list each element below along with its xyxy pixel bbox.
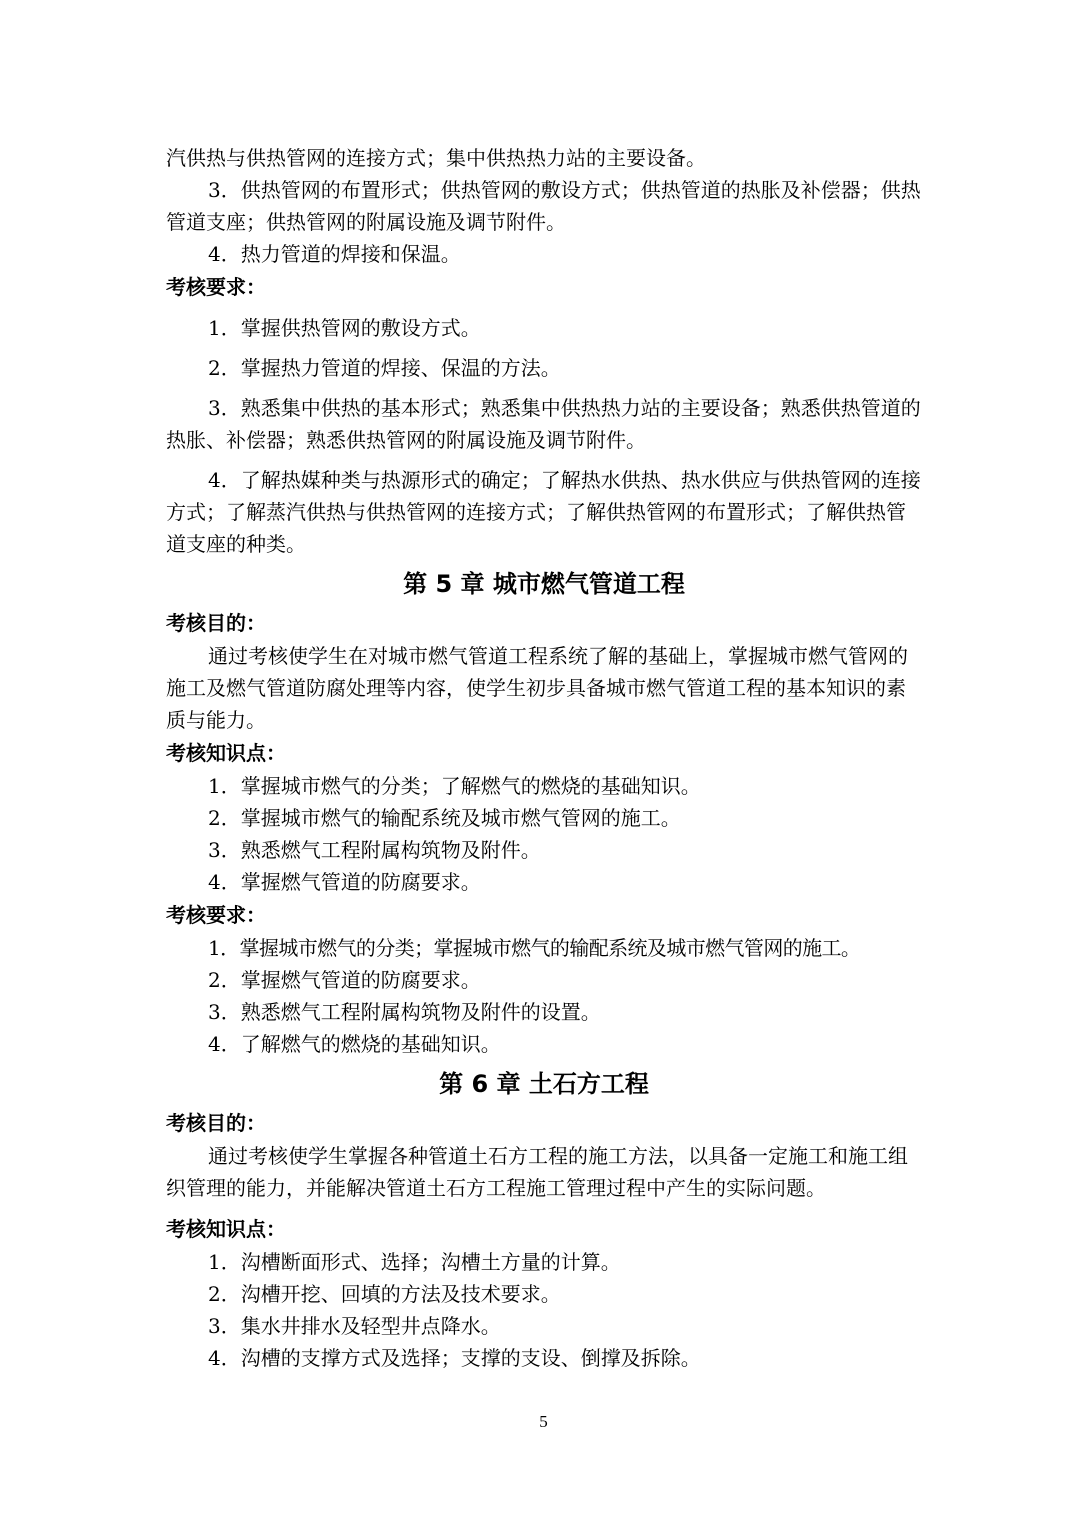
page-number: 5	[539, 1412, 548, 1431]
knowledge-item-3: 3．供热管网的布置形式；供热管网的敷设方式；供热管道的热胀及补偿器；供热管道支座；供热管网的附属设施及调节附件。	[166, 178, 921, 234]
requirement-item: 1．掌握城市燃气的分类；掌握城市燃气的输配系统及城市燃气管网的施工。	[208, 936, 861, 960]
requirement-item: 3．熟悉集中供热的基本形式；熟悉集中供热热力站的主要设备；熟悉供热管道的热胀、补偿器；熟悉供热管网的附属设施及调节附件。	[166, 396, 921, 452]
chapter-6-title: 第 6 章 土石方工程	[439, 1070, 649, 1098]
requirement-item: 2．掌握燃气管道的防腐要求。	[208, 968, 481, 992]
requirement-item: 1．掌握供热管网的敷设方式。	[208, 316, 481, 340]
section-heading-requirements: 考核要求：	[166, 903, 266, 927]
section-heading-knowledge: 考核知识点：	[166, 1217, 286, 1241]
knowledge-item-4: 4．热力管道的焊接和保温。	[208, 242, 461, 266]
knowledge-item: 2．沟槽开挖、回填的方法及技术要求。	[208, 1282, 561, 1306]
knowledge-item: 3．集水井排水及轻型井点降水。	[208, 1314, 501, 1338]
knowledge-item: 4．沟槽的支撑方式及选择；支撑的支设、倒撑及拆除。	[208, 1346, 701, 1370]
section-heading-goal: 考核目的：	[166, 611, 266, 635]
requirement-item: 4．了解热媒种类与热源形式的确定；了解热水供热、热水供应与供热管网的连接方式；了解蒸汽供热与供热管网的连接方式；了解供热管网的布置形式；了解供热管道支座的种类。	[166, 468, 921, 556]
continued-paragraph: 汽供热与供热管网的连接方式；集中供热热力站的主要设备。	[166, 146, 706, 170]
knowledge-item: 1．沟槽断面形式、选择；沟槽土方量的计算。	[208, 1250, 621, 1274]
section-heading-requirements: 考核要求：	[166, 275, 266, 299]
knowledge-item: 4．掌握燃气管道的防腐要求。	[208, 870, 481, 894]
requirement-item: 2．掌握热力管道的焊接、保温的方法。	[208, 356, 561, 380]
requirement-item: 4．了解燃气的燃烧的基础知识。	[208, 1032, 501, 1056]
knowledge-item: 3．熟悉燃气工程附属构筑物及附件。	[208, 838, 541, 862]
section-heading-knowledge: 考核知识点：	[166, 741, 286, 765]
requirement-item: 3．熟悉燃气工程附属构筑物及附件的设置。	[208, 1000, 601, 1024]
knowledge-item: 1．掌握城市燃气的分类；了解燃气的燃烧的基础知识。	[208, 774, 701, 798]
goal-paragraph: 通过考核使学生在对城市燃气管道工程系统了解的基础上，掌握城市燃气管网的施工及燃气管道防腐处理等内容，使学生初步具备城市燃气管道工程的基本知识的素质与能力。	[166, 644, 908, 732]
section-heading-goal: 考核目的：	[166, 1111, 266, 1135]
page-content	[166, 142, 922, 1374]
knowledge-item: 2．掌握城市燃气的输配系统及城市燃气管网的施工。	[208, 806, 681, 830]
chapter-5-title: 第 5 章 城市燃气管道工程	[403, 570, 685, 598]
goal-paragraph: 通过考核使学生掌握各种管道土石方工程的施工方法，以具备一定施工和施工组织管理的能力，并能解决管道土石方工程施工管理过程中产生的实际问题。	[166, 1144, 908, 1200]
